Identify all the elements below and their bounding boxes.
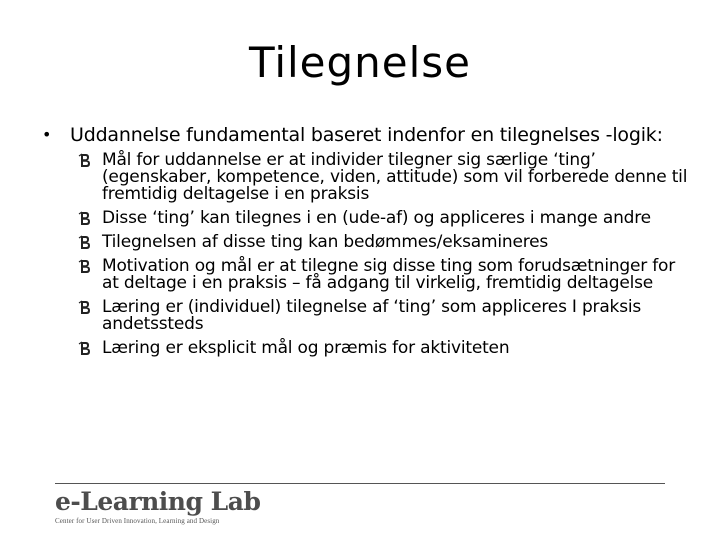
sub-bullet <box>78 234 690 251</box>
main-bullet <box>40 125 690 145</box>
slide-content <box>40 125 690 364</box>
slide-title: Tilegnelse <box>248 38 472 87</box>
sub-bullet <box>78 340 690 357</box>
sub-bullet <box>78 210 690 227</box>
sub-bullet-text: Læring er eksplicit mål og præmis for aktiviteten <box>102 338 510 358</box>
elearning-lab-logo <box>55 489 260 525</box>
sub-bullet-list <box>78 152 690 357</box>
sub-bullet <box>78 152 690 203</box>
bullet-dot-icon: • <box>42 125 52 144</box>
sub-bullet <box>78 299 690 333</box>
main-bullet-text: Uddannelse fundamental baseret indenfor en tilegnelses -logik: <box>70 124 663 146</box>
sub-bullet-text: Disse ‘ting’ kan tilegnes i en (ude-af) og appliceres i mange andre <box>102 208 651 228</box>
sub-bullet <box>78 258 690 292</box>
logo-text: e-Learning Lab <box>55 487 261 516</box>
sub-bullet-text: Mål for uddannelse er at individer tilegner sig særlige ‘ting’ (egenskaber, kompetence, viden, attitude) som vil forberede denne til fremtidig deltagelse i en praksis <box>102 150 688 204</box>
logo-subtitle: Center for User Driven Innovation, Learning and Design <box>55 517 220 525</box>
sub-bullet-text: Læring er (individuel) tilegnelse af ‘ting’ som appliceres I praksis andetssteds <box>102 297 642 334</box>
sub-bullet-text: Motivation og mål er at tilegne sig disse ting som forudsætninger for at deltage i en praksis – få adgang til virkelig, fremtidig deltagelse <box>102 256 676 293</box>
sub-bullet-text: Tilegnelsen af disse ting kan bedømmes/eksamineres <box>102 232 549 252</box>
footer-divider <box>55 483 665 484</box>
